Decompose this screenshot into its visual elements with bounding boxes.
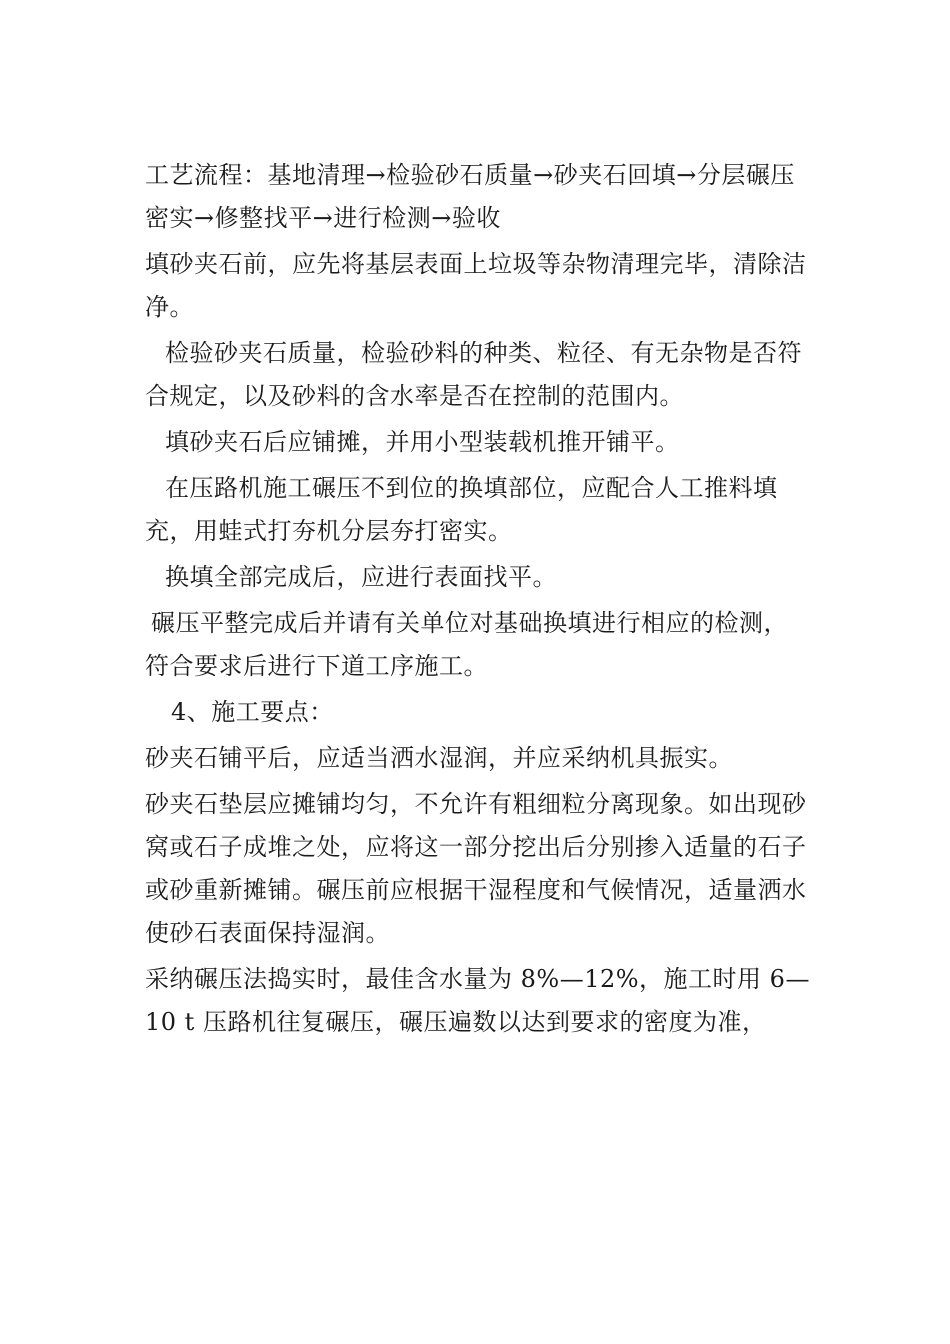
paragraph-inspection: 碾压平整完成后并请有关单位对基础换填进行相应的检测，符合要求后进行下道工序施工。	[145, 609, 788, 680]
paragraph-watering: 砂夹石铺平后，应适当洒水湿润，并应采纳机具振实。	[145, 744, 733, 772]
paragraph-compaction: 采纳碾压法捣实时，最佳含水量为 8%—12%，施工时用 6—10 t 压路机往复碾压，碾压遍数以达到要求的密度为准，	[145, 965, 810, 1036]
paragraph-uniform-spreading: 砂夹石垫层应摊铺均匀，不允许有粗细粒分离现象。如出现砂窝或石子成堆之处，应将这一部分挖出后分别掺入适量的石子或砂重新摊铺。碾压前应根据干湿程度和气候情况，适量洒水使砂石表面保持湿润。	[145, 790, 807, 947]
document-body	[145, 154, 810, 1047]
paragraph-leveling: 换填全部完成后，应进行表面找平。	[165, 563, 557, 591]
paragraph-cleanup: 填砂夹石前，应先将基层表面上垃圾等杂物清理完毕，清除洁净。	[145, 250, 807, 321]
paragraph-quality-check: 检验砂夹石质量，检验砂料的种类、粒径、有无杂物是否符合规定，以及砂料的含水率是否在控制的范围内。	[145, 339, 802, 410]
paragraph-process-flow: 工艺流程：基地清理→检验砂石质量→砂夹石回填→分层碾压密实→修整找平→进行检测→验收	[145, 161, 795, 232]
paragraph-manual-fill: 在压路机施工碾压不到位的换填部位，应配合人工推料填充，用蛙式打夯机分层夯打密实。	[145, 474, 778, 545]
paragraph-spreading: 填砂夹石后应铺摊，并用小型装载机推开铺平。	[165, 428, 680, 456]
section-heading-key-points: 4、施工要点：	[171, 698, 334, 726]
